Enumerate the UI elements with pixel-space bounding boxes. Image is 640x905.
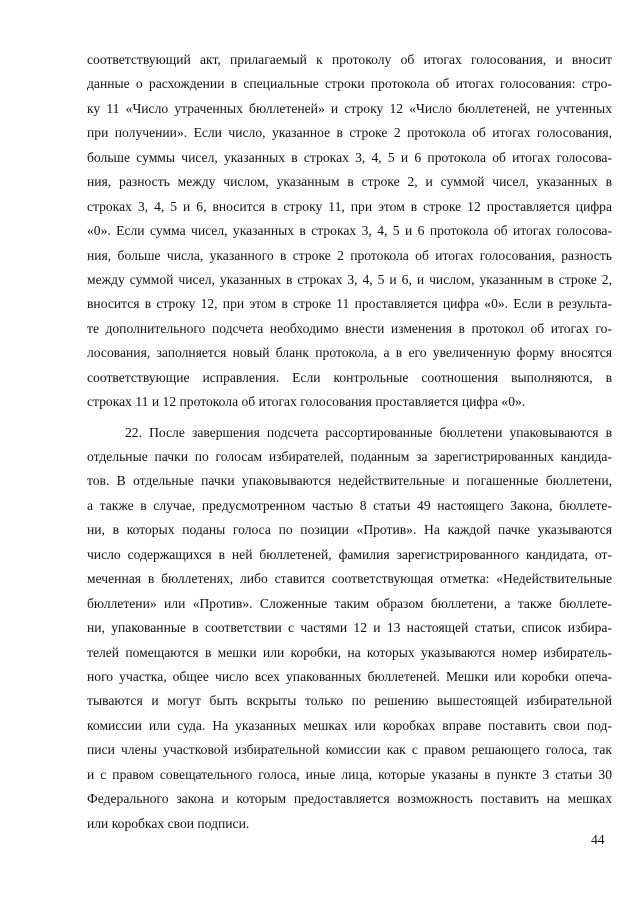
- text-line: ни, в которых поданы голоса по позиции «Против». На каждой пачке указываются: [87, 522, 612, 538]
- text-line: вносится в строку 12, при этом в строке 11 проставляется цифра «0». Если в результа-: [87, 296, 612, 312]
- text-line: больше суммы чисел, указанных в строках 3, 4, 5 и 6 протокола об итогах голосова-: [87, 149, 612, 165]
- paragraph-22: [87, 421, 612, 836]
- text-line: телей помещаются в мешки или коробки, на которых указываются номер избиратель-: [87, 644, 612, 660]
- text-line: или коробках свои подписи.: [87, 815, 250, 831]
- text-line: писи члены участковой избирательной комиссии как с правом решающего голоса, так: [87, 742, 612, 758]
- text-line: ния, больше числа, указанного в строке 2 протокола об итогах голосования, разность: [87, 247, 612, 263]
- text-line: ния, разность между числом, указанным в строке 2, и суммой чисел, указанных в: [87, 174, 612, 190]
- text-line: ку 11 «Число утраченных бюллетеней» и строку 12 «Число бюллетеней, не учтенных: [87, 100, 612, 116]
- text-line: лосования, заполняется новый бланк протокола, а в его увеличенную форму вносятся: [87, 345, 612, 361]
- text-line: соответствующий акт, прилагаемый к протоколу об итогах голосования, и вносит: [87, 52, 612, 67]
- text-line: ного участка, общее число всех упакованных бюллетеней. Мешки или коробки опеча-: [87, 668, 612, 684]
- text-line: при получении». Если число, указанное в строке 2 протокола об итогах голосования,: [87, 125, 612, 141]
- text-line: строках 11 и 12 протокола об итогах голосования проставляется цифра «0».: [87, 394, 526, 410]
- text-line: комиссии или суда. На указанных мешках или коробках вправе поставить свои под-: [87, 717, 612, 733]
- text-line: отдельные пачки по голосам избирателей, поданным за зарегистрированных кандида-: [87, 449, 612, 464]
- text-line: Федерального закона и которым предоставляется возможность поставить на мешках: [87, 791, 612, 807]
- text-line: и с правом совещательного голоса, иные лица, которые указаны в пункте 3 статьи 30: [87, 766, 612, 782]
- text-line: тов. В отдельные пачки упаковываются недействительные и погашенные бюллетени,: [87, 473, 612, 489]
- text-line: а также в случае, предусмотренном частью 8 статьи 49 настоящего Закона, бюллете-: [87, 497, 612, 513]
- text-line: те дополнительного подсчета необходимо внести изменения в протокол об итогах го-: [87, 320, 612, 336]
- page-number: 44: [591, 832, 605, 847]
- text-line: тываются и могут быть вскрыты только по решению вышестоящей избирательной: [87, 693, 612, 709]
- text-line: строках 3, 4, 5 и 6, вносится в строку 11, при этом в строке 12 проставляется цифра: [87, 198, 612, 214]
- text-line: ни, упакованные в соответствии с частями 12 и 13 настоящей статьи, список избира-: [87, 620, 612, 636]
- text-line: число содержащихся в ней бюллетеней, фамилия зарегистрированного кандидата, от-: [87, 546, 612, 562]
- text-line: бюллетени» или «Против». Сложенные таким образом бюллетени, а также бюллете-: [87, 595, 612, 611]
- text-line: данные о расхождении в специальные строки протокола об итогах голосования: стро-: [87, 76, 612, 92]
- text-line: 22. После завершения подсчета рассортированные бюллетени упаковываются в: [125, 424, 612, 440]
- body-text: [87, 48, 612, 836]
- text-line: соответствующие исправления. Если контрольные соотношения выполняются, в: [87, 369, 612, 385]
- text-line: между суммой чисел, указанных в строках 3, 4, 5 и 6, и числом, указанным в строке 2,: [87, 271, 612, 287]
- text-line: меченная в бюллетенях, либо ставится соответствующая отметка: «Недействительные: [87, 571, 612, 587]
- paragraph-continued: [87, 48, 612, 415]
- text-line: «0». Если сумма чисел, указанных в строках 3, 4, 5 и 6 протокола об итогах голосова-: [87, 223, 612, 239]
